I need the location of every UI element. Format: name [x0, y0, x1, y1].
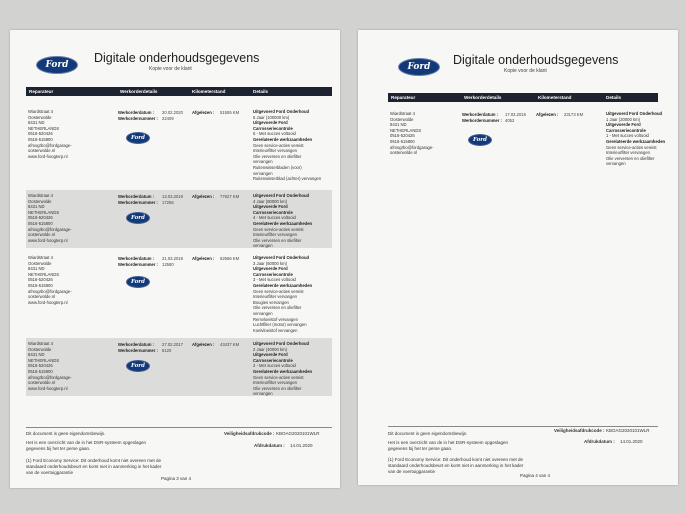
ford-logo: Ford	[126, 276, 150, 288]
service-entry	[26, 190, 332, 248]
ford-logo: Ford	[126, 132, 150, 144]
footer-disclaimer: Dit document is geen eigendomsbewijs.	[388, 431, 468, 436]
page-number: Pagina 4 van 4	[520, 473, 551, 478]
afgelezen-label: Afgelezen :	[192, 256, 215, 261]
footer-economy-note: (1) Ford Economy Service: Dit onderhoud komt niet overeen met de standaard onderhoudsbeurt en komt niet in aanmerking in het kader van de voertuiggarantie	[26, 458, 162, 475]
document-page-3	[10, 30, 340, 488]
dealer-address: Wiardstraat 4 Oosterwolde 8431 ND NETHERLANDS 0516-520426 0516-515800 afmogrbo@fordgarage- oosterwolde.nl	[390, 111, 434, 156]
service-details: Uitgevoerd Ford Onderhoud 2 Jaar (40000 km) Uitgevoerde Ford Carrosseriecontrole 2 - Met succes voltooid Gerelateerde werkzaamheden Geen service-acties vereist Interieurfilter vervangen Olie verversen en oliefilter vervangen	[253, 341, 313, 397]
werkordernummer-value: 8120	[162, 348, 172, 353]
werkordernummer-label: Werkordernummer :	[118, 262, 158, 267]
column-reparateur: Reparateur	[29, 89, 54, 94]
document-page-4	[358, 30, 678, 485]
werkorderdatum-value: 17.03.2016	[505, 112, 526, 117]
ford-logo: Ford	[468, 134, 492, 146]
afgelezen-value: 43437 KM	[220, 342, 240, 347]
footer-overview: Het is een overzicht van de in het DSR-systeem opgeslagen gegevens bij het ter perse gaan.	[388, 440, 509, 451]
service-details: Uitgevoerd Ford Onderhoud 4 Jaar (80000 km) Uitgevoerde Ford Carrosseriecontrole 4 - Met succes voltooid Gerelateerde werkzaamheden Geen service-acties vereist Interieurfilter vervangen Olie verversen en oliefilter vervangen	[253, 193, 313, 249]
page-subtitle: Kopie voor de klant	[149, 66, 192, 72]
afgelezen-value: 23173 KM	[564, 112, 584, 117]
werkorderdatum-value: 21.03.2018	[162, 256, 183, 261]
column-werkorderdetails: Werkorderdetails	[464, 95, 502, 100]
dealer-address: Wiardstraat 4 Oosterwolde 8431 ND NETHERLANDS 0516-520426 0516-515800 afmogrbo@fordgarage- oosterwolde.nl www.ford-hoogterp.nl	[28, 341, 72, 391]
security-code-label: Veiligheidsafdrukcode :	[554, 428, 605, 433]
column-kilometerstand: Kilometerstand	[192, 89, 226, 94]
afgelezen-label: Afgelezen :	[192, 194, 215, 199]
footer-divider	[388, 426, 658, 427]
werkorderdatum-label: Werkorderdatum :	[118, 110, 154, 115]
afgelezen-label: Afgelezen :	[536, 112, 559, 117]
footer-economy-note: (1) Ford Economy Service: Dit onderhoud komt niet overeen met de standaard onderhoudsbeurt en komt niet in aanmerking in het kader van de voertuiggarantie	[388, 457, 524, 474]
werkorderdatum-value: 13.03.2019	[162, 194, 183, 199]
dealer-address: Wiardstraat 4 Oosterwolde 8431 ND NETHERLANDS 0516-520426 0516-515800 afmogrbo@fordgarage- oosterwolde.nl www.ford-hoogterp.nl	[28, 109, 72, 159]
werkordernummer-label: Werkordernummer :	[118, 348, 158, 353]
print-date-label: Afdrukdatum :	[254, 443, 285, 448]
werkordernummer-value: 12580	[162, 262, 174, 267]
werkorderdatum-label: Werkorderdatum :	[462, 112, 498, 117]
service-details: Uitgevoerd Ford Onderhoud 5 Jaar (100000 km) Uitgevoerde Ford Carrosseriecontrole 5 - Met succes voltooid Gerelateerde werkzaamheden Geen service-acties vereist Interieurfilter vervangen Olie verversen en oliefilter vervangen Ruitenwisserbladen (voor) vervangen Ruitenwisserblad (achter) vervangen	[253, 109, 322, 182]
footer-divider	[26, 427, 332, 428]
werkordernummer-label: Werkordernummer :	[462, 118, 502, 123]
werkorderdatum-value: 20.02.2020	[162, 110, 183, 115]
print-date-value: 14.01.2020	[290, 443, 313, 448]
security-code-label: Veiligheidsafdrukcode :	[224, 431, 275, 436]
werkorderdatum-label: Werkorderdatum :	[118, 194, 154, 199]
afgelezen-value: 77627 KM	[220, 194, 240, 199]
dealer-address: Wiardstraat 4 Oosterwolde 8431 ND NETHERLANDS 0516-520426 0516-515800 afmogrbo@fordgarage- oosterwolde.nl www.ford-hoogterp.nl	[28, 193, 72, 243]
werkordernummer-value: 22409	[162, 116, 174, 121]
werkordernummer-label: Werkordernummer :	[118, 116, 158, 121]
security-code-value: KBOAG2020101WLR	[276, 431, 320, 436]
werkorderdatum-label: Werkorderdatum :	[118, 342, 154, 347]
page-subtitle: Kopie voor de klant	[504, 68, 547, 74]
ford-logo: Ford	[126, 212, 150, 224]
afgelezen-label: Afgelezen :	[192, 110, 215, 115]
column-details: Details	[253, 89, 269, 94]
column-header-bar	[388, 93, 658, 102]
afgelezen-value: 51555 KM	[220, 110, 240, 115]
footer-overview: Het is een overzicht van de in het DSR-systeem opgeslagen gegevens bij het ter perse gaan.	[26, 440, 147, 451]
page-title: Digitale onderhoudsgegevens	[94, 51, 260, 65]
page-number: Pagina 3 van 4	[161, 476, 192, 481]
column-kilometerstand: Kilometerstand	[538, 95, 572, 100]
afgelezen-value: 62566 KM	[220, 256, 240, 261]
service-entry	[26, 252, 332, 338]
print-date-label: Afdrukdatum :	[584, 439, 615, 444]
werkordernummer-value: 4052	[505, 118, 515, 123]
dealer-address: Wiardstraat 4 Oosterwolde 8431 ND NETHERLANDS 0516-520426 0516-515800 afmogrbo@fordgarage- oosterwolde.nl www.ford-hoogterp.nl	[28, 255, 72, 305]
service-details: Uitgevoerd Ford Onderhoud 1 Jaar (20000 km) Uitgevoerde Ford Carrosseriecontrole 1 - Met succes voltooid Gerelateerde werkzaamheden Geen service-acties vereist Interieurfilter vervangen Olie verversen en oliefilter vervangen	[606, 111, 666, 167]
werkorderdatum-value: 27.02.2017	[162, 342, 183, 347]
service-entry	[26, 338, 332, 396]
ford-logo: Ford	[126, 360, 150, 372]
service-entry	[26, 106, 332, 188]
werkordernummer-label: Werkordernummer :	[118, 200, 158, 205]
werkordernummer-value: 17256	[162, 200, 174, 205]
service-details: Uitgevoerd Ford Onderhoud 3 Jaar (60000 km) Uitgevoerde Ford Carrosseriecontrole 3 - Met succes voltooid Gerelateerde werkzaamheden Geen service-acties vereist Interieurfilter vervangen Bougies vervangen Olie verversen en oliefilter vervangen Remvloeistof vervangen Luchtfilter (motor) vervangen Koelvloeistof vervangen	[253, 255, 313, 333]
footer-disclaimer: Dit document is geen eigendomsbewijs.	[26, 431, 106, 436]
column-reparateur: Reparateur	[391, 95, 416, 100]
ford-logo: Ford	[36, 56, 78, 74]
print-date-value: 14.01.2020	[620, 439, 643, 444]
page-title: Digitale onderhoudsgegevens	[453, 53, 619, 67]
column-header-bar	[26, 87, 332, 96]
column-werkorderdetails: Werkorderdetails	[120, 89, 158, 94]
ford-logo: Ford	[398, 58, 440, 76]
service-entry	[388, 108, 666, 178]
security-code-value: KBOAG2020101WLR	[606, 428, 650, 433]
werkorderdatum-label: Werkorderdatum :	[118, 256, 154, 261]
afgelezen-label: Afgelezen :	[192, 342, 215, 347]
column-details: Details	[606, 95, 622, 100]
